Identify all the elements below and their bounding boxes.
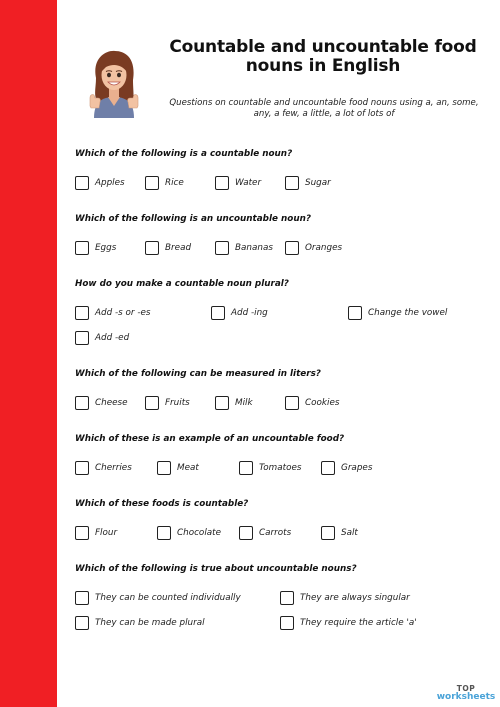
q6-option-3[interactable]	[239, 525, 291, 541]
checkbox[interactable]	[239, 526, 253, 540]
checkbox[interactable]	[215, 176, 229, 190]
checkbox[interactable]	[157, 461, 171, 475]
option-label: Milk	[235, 398, 253, 408]
checkbox[interactable]	[75, 591, 89, 605]
checkbox[interactable]	[75, 396, 89, 410]
q4-option-4[interactable]	[285, 395, 339, 411]
q2-option-3[interactable]	[215, 240, 273, 256]
option-label: Cherries	[95, 463, 132, 473]
option-label: Eggs	[95, 243, 117, 253]
q1-option-4[interactable]	[285, 175, 331, 191]
q5-option-2[interactable]	[157, 460, 199, 476]
option-label: Grapes	[341, 463, 373, 473]
q7-option-2[interactable]	[280, 590, 410, 606]
q7-option-4[interactable]	[280, 615, 417, 631]
option-label: Add -ing	[231, 308, 268, 318]
checkbox[interactable]	[75, 241, 89, 255]
option-label: They are always singular	[300, 593, 410, 603]
q5-option-1[interactable]	[75, 460, 132, 476]
q3-option-1[interactable]	[75, 305, 151, 321]
question-3-text: How do you make a countable noun plural?	[75, 279, 289, 289]
option-label: Carrots	[259, 528, 292, 538]
page-title: Countable and uncountable food nouns in English	[169, 37, 477, 76]
option-label: They require the article 'a'	[300, 618, 417, 628]
option-label: Salt	[341, 528, 358, 538]
option-label: Apples	[95, 178, 125, 188]
topworksheets-logo	[436, 684, 496, 702]
checkbox[interactable]	[145, 241, 159, 255]
page-subtitle: Questions on countable and uncountable food nouns using a, an, some, any, a few, a little, a lot of lots of	[169, 98, 479, 119]
checkbox[interactable]	[75, 176, 89, 190]
q6-option-1[interactable]	[75, 525, 117, 541]
option-label: Water	[235, 178, 262, 188]
q1-option-2[interactable]	[145, 175, 184, 191]
q2-option-2[interactable]	[145, 240, 191, 256]
q2-option-1[interactable]	[75, 240, 116, 256]
option-label: Chocolate	[177, 528, 222, 538]
q7-option-3[interactable]	[75, 615, 205, 631]
option-label: Bananas	[235, 243, 273, 253]
checkbox[interactable]	[285, 241, 299, 255]
q4-option-1[interactable]	[75, 395, 128, 411]
option-label: Cookies	[305, 398, 340, 408]
red-side-bar	[0, 0, 57, 707]
checkbox[interactable]	[211, 306, 225, 320]
q6-option-4[interactable]	[321, 525, 358, 541]
logo-bottom-text: worksheets	[436, 692, 496, 702]
checkbox[interactable]	[75, 331, 89, 345]
q3-option-2[interactable]	[211, 305, 268, 321]
option-label: Flour	[95, 528, 118, 538]
checkbox[interactable]	[280, 616, 294, 630]
q1-option-1[interactable]	[75, 175, 125, 191]
checkbox[interactable]	[321, 526, 335, 540]
checkbox[interactable]	[145, 396, 159, 410]
option-label: They can be made plural	[95, 618, 205, 628]
q1-option-3[interactable]	[215, 175, 261, 191]
option-label: Add -s or -es	[95, 308, 151, 318]
checkbox[interactable]	[75, 526, 89, 540]
question-1-text: Which of the following is a countable noun?	[75, 149, 293, 159]
question-5-text: Which of these is an example of an uncountable food?	[75, 434, 345, 444]
checkbox[interactable]	[145, 176, 159, 190]
q7-option-1[interactable]	[75, 590, 241, 606]
q6-option-2[interactable]	[157, 525, 221, 541]
option-label: Rice	[165, 178, 184, 188]
option-label: They can be counted individually	[95, 593, 241, 603]
checkbox[interactable]	[280, 591, 294, 605]
question-4-text: Which of the following can be measured in liters?	[75, 369, 321, 379]
q2-option-4[interactable]	[285, 240, 342, 256]
logo-top-text: TOP	[456, 684, 476, 693]
option-label: Tomatoes	[259, 463, 302, 473]
option-label: Change the vowel	[368, 308, 448, 318]
checkbox[interactable]	[239, 461, 253, 475]
checkbox[interactable]	[348, 306, 362, 320]
option-label: Sugar	[305, 178, 331, 188]
option-label: Bread	[165, 243, 192, 253]
checkbox[interactable]	[321, 461, 335, 475]
q3-option-3[interactable]	[348, 305, 447, 321]
checkbox[interactable]	[285, 396, 299, 410]
checkbox[interactable]	[285, 176, 299, 190]
q4-option-2[interactable]	[145, 395, 190, 411]
question-2-text: Which of the following is an uncountable noun?	[75, 214, 311, 224]
checkbox[interactable]	[215, 241, 229, 255]
question-6-text: Which of these foods is countable?	[75, 499, 249, 509]
checkbox[interactable]	[75, 616, 89, 630]
option-label: Oranges	[305, 243, 343, 253]
q4-option-3[interactable]	[215, 395, 253, 411]
q5-option-4[interactable]	[321, 460, 372, 476]
q5-option-3[interactable]	[239, 460, 301, 476]
q3-option-4[interactable]	[75, 330, 129, 346]
question-7-text: Which of the following is true about uncountable nouns?	[75, 564, 357, 574]
option-label: Add -ed	[95, 333, 130, 343]
avatar-thumbs-up-icon	[86, 48, 142, 118]
checkbox[interactable]	[157, 526, 171, 540]
checkbox[interactable]	[215, 396, 229, 410]
checkbox[interactable]	[75, 461, 89, 475]
option-label: Fruits	[165, 398, 190, 408]
option-label: Cheese	[95, 398, 128, 408]
option-label: Meat	[177, 463, 199, 473]
checkbox[interactable]	[75, 306, 89, 320]
